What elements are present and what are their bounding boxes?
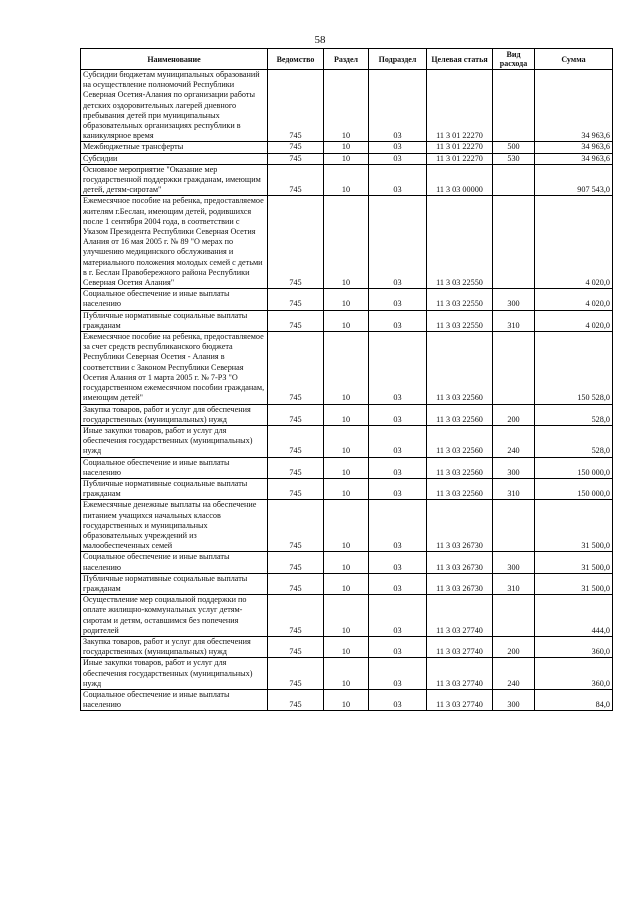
cell-section: 10 — [324, 310, 369, 331]
header-dept: Ведомство — [268, 49, 324, 70]
cell-section: 10 — [324, 70, 369, 142]
cell-article: 11 3 03 27740 — [427, 595, 493, 637]
table-row — [81, 332, 613, 404]
page-number: 58 — [314, 34, 326, 46]
cell-article: 11 3 03 22560 — [427, 404, 493, 425]
cell-kind — [493, 196, 535, 289]
table-row — [81, 573, 613, 594]
cell-article: 11 3 03 27740 — [427, 658, 493, 690]
cell-kind: 310 — [493, 478, 535, 499]
cell-section: 10 — [324, 500, 369, 552]
cell-kind: 240 — [493, 658, 535, 690]
cell-dept: 745 — [268, 500, 324, 552]
cell-section: 10 — [324, 164, 369, 196]
cell-subsection: 03 — [369, 164, 427, 196]
cell-subsection: 03 — [369, 196, 427, 289]
cell-name: Ежемесячное пособие на ребенка, предоставляемое за счет средств республиканского бюджета Республики Северная Осетия - Алания в соответствии с Законом Республики Северная Осетия Алания от 1 марта 2005 г. № 7-РЗ "О государственном ежемесячном пособии гражданам, имеющим детей" — [81, 332, 268, 404]
cell-section: 10 — [324, 689, 369, 710]
cell-section: 10 — [324, 153, 369, 164]
cell-subsection: 03 — [369, 70, 427, 142]
table-row — [81, 636, 613, 657]
cell-kind: 310 — [493, 310, 535, 331]
table-row — [81, 153, 613, 164]
cell-dept: 745 — [268, 636, 324, 657]
cell-section: 10 — [324, 142, 369, 153]
cell-name: Субсидии бюджетам муниципальных образований на осуществление полномочий Республики Северная Осетия-Алания по организации работы детских оздоровительных лагерей дневного пребывания детей при муниципальных образовательных организациях республики в каникулярное время — [81, 70, 268, 142]
cell-kind — [493, 70, 535, 142]
cell-subsection: 03 — [369, 478, 427, 499]
cell-kind — [493, 500, 535, 552]
cell-subsection: 03 — [369, 689, 427, 710]
cell-article: 11 3 01 22270 — [427, 70, 493, 142]
cell-dept: 745 — [268, 689, 324, 710]
cell-dept: 745 — [268, 457, 324, 478]
cell-article: 11 3 03 27740 — [427, 636, 493, 657]
cell-name: Иные закупки товаров, работ и услуг для обеспечения государственных (муниципальных) нужд — [81, 425, 268, 457]
cell-dept: 745 — [268, 332, 324, 404]
cell-section: 10 — [324, 552, 369, 573]
table-row — [81, 289, 613, 310]
cell-sum: 360,0 — [535, 658, 613, 690]
cell-kind: 310 — [493, 573, 535, 594]
cell-name: Публичные нормативные социальные выплаты гражданам — [81, 310, 268, 331]
cell-name: Осуществление мер социальной поддержки по оплате жилищно-коммунальных услуг детям-сиротам и детям, оставшимся без попечения родителей — [81, 595, 268, 637]
cell-kind: 300 — [493, 457, 535, 478]
cell-kind — [493, 595, 535, 637]
cell-article: 11 3 03 26730 — [427, 500, 493, 552]
cell-sum: 4 020,0 — [535, 196, 613, 289]
cell-name: Социальное обеспечение и иные выплаты населению — [81, 289, 268, 310]
table-row — [81, 552, 613, 573]
cell-sum: 31 500,0 — [535, 552, 613, 573]
cell-sum: 4 020,0 — [535, 289, 613, 310]
cell-kind: 300 — [493, 689, 535, 710]
cell-dept: 745 — [268, 70, 324, 142]
table-row — [81, 689, 613, 710]
cell-article: 11 3 03 22550 — [427, 310, 493, 331]
budget-table — [80, 48, 613, 711]
cell-dept: 745 — [268, 164, 324, 196]
cell-sum: 34 963,6 — [535, 153, 613, 164]
cell-sum: 528,0 — [535, 404, 613, 425]
cell-subsection: 03 — [369, 332, 427, 404]
table-row — [81, 500, 613, 552]
cell-sum: 34 963,6 — [535, 142, 613, 153]
cell-section: 10 — [324, 196, 369, 289]
cell-subsection: 03 — [369, 153, 427, 164]
cell-kind — [493, 332, 535, 404]
cell-subsection: 03 — [369, 636, 427, 657]
table-row — [81, 142, 613, 153]
cell-article: 11 3 03 00000 — [427, 164, 493, 196]
cell-sum: 528,0 — [535, 425, 613, 457]
header-subsection: Подраздел — [369, 49, 427, 70]
cell-article: 11 3 03 22560 — [427, 332, 493, 404]
cell-section: 10 — [324, 636, 369, 657]
cell-section: 10 — [324, 573, 369, 594]
cell-kind: 300 — [493, 289, 535, 310]
cell-kind: 200 — [493, 404, 535, 425]
cell-name: Межбюджетные трансферты — [81, 142, 268, 153]
cell-kind: 240 — [493, 425, 535, 457]
cell-kind: 500 — [493, 142, 535, 153]
cell-article: 11 3 03 26730 — [427, 552, 493, 573]
cell-dept: 745 — [268, 404, 324, 425]
cell-dept: 745 — [268, 425, 324, 457]
cell-section: 10 — [324, 425, 369, 457]
cell-sum: 444,0 — [535, 595, 613, 637]
cell-sum: 34 963,6 — [535, 70, 613, 142]
cell-sum: 907 543,0 — [535, 164, 613, 196]
cell-dept: 745 — [268, 595, 324, 637]
table-row — [81, 478, 613, 499]
cell-subsection: 03 — [369, 573, 427, 594]
cell-sum: 150 528,0 — [535, 332, 613, 404]
cell-section: 10 — [324, 478, 369, 499]
cell-article: 11 3 03 22550 — [427, 289, 493, 310]
cell-name: Ежемесячное пособие на ребенка, предоставляемое жителям г.Беслан, имеющим детей, родившихся после 1 сентября 2004 года, в соответствии с Указом Президента Республики Северная Осетия Алания от 16 мая 2005 г. № 89 "О мерах по улучшению медицинского обслуживания и материального положения молодых семей с детьми в г. Беслан Правобережного района Республики Северная Осетия Алания" — [81, 196, 268, 289]
cell-name: Публичные нормативные социальные выплаты гражданам — [81, 478, 268, 499]
cell-dept: 745 — [268, 310, 324, 331]
header-name: Наименование — [81, 49, 268, 70]
header-row — [81, 49, 613, 70]
cell-dept: 745 — [268, 573, 324, 594]
cell-name: Основное мероприятие "Оказание мер государственной поддержки гражданам, имеющим детей, детям-сиротам" — [81, 164, 268, 196]
cell-dept: 745 — [268, 658, 324, 690]
table-row — [81, 425, 613, 457]
cell-section: 10 — [324, 658, 369, 690]
table-row — [81, 70, 613, 142]
cell-sum: 4 020,0 — [535, 310, 613, 331]
cell-section: 10 — [324, 289, 369, 310]
cell-section: 10 — [324, 332, 369, 404]
table-row — [81, 658, 613, 690]
table-row — [81, 310, 613, 331]
cell-dept: 745 — [268, 142, 324, 153]
cell-dept: 745 — [268, 478, 324, 499]
cell-subsection: 03 — [369, 552, 427, 573]
cell-article: 11 3 01 22270 — [427, 153, 493, 164]
header-kind: Вид расхода — [493, 49, 535, 70]
cell-article: 11 3 03 22560 — [427, 425, 493, 457]
cell-sum: 150 000,0 — [535, 457, 613, 478]
cell-article: 11 3 03 22560 — [427, 457, 493, 478]
cell-section: 10 — [324, 595, 369, 637]
table-row — [81, 595, 613, 637]
header-section: Раздел — [324, 49, 369, 70]
cell-name: Иные закупки товаров, работ и услуг для обеспечения государственных (муниципальных) нужд — [81, 658, 268, 690]
cell-subsection: 03 — [369, 658, 427, 690]
cell-article: 11 3 03 22560 — [427, 478, 493, 499]
cell-subsection: 03 — [369, 457, 427, 478]
cell-article: 11 3 01 22270 — [427, 142, 493, 153]
cell-name: Субсидии — [81, 153, 268, 164]
cell-article: 11 3 03 26730 — [427, 573, 493, 594]
cell-sum: 84,0 — [535, 689, 613, 710]
cell-dept: 745 — [268, 153, 324, 164]
cell-name: Закупка товаров, работ и услуг для обеспечения государственных (муниципальных) нужд — [81, 404, 268, 425]
header-sum: Сумма — [535, 49, 613, 70]
cell-sum: 31 500,0 — [535, 573, 613, 594]
cell-name: Социальное обеспечение и иные выплаты населению — [81, 457, 268, 478]
cell-section: 10 — [324, 404, 369, 425]
cell-subsection: 03 — [369, 142, 427, 153]
cell-subsection: 03 — [369, 289, 427, 310]
table-row — [81, 196, 613, 289]
cell-dept: 745 — [268, 196, 324, 289]
cell-name: Ежемесячные денежные выплаты на обеспечение питанием учащихся начальных классов государственных и муниципальных образовательных учреждений из малообеспеченных семей — [81, 500, 268, 552]
cell-sum: 360,0 — [535, 636, 613, 657]
cell-subsection: 03 — [369, 500, 427, 552]
cell-kind: 200 — [493, 636, 535, 657]
cell-kind — [493, 164, 535, 196]
cell-subsection: 03 — [369, 595, 427, 637]
cell-section: 10 — [324, 457, 369, 478]
cell-sum: 150 000,0 — [535, 478, 613, 499]
table-row — [81, 404, 613, 425]
cell-kind: 300 — [493, 552, 535, 573]
cell-dept: 745 — [268, 289, 324, 310]
cell-article: 11 3 03 22550 — [427, 196, 493, 289]
cell-name: Закупка товаров, работ и услуг для обеспечения государственных (муниципальных) нужд — [81, 636, 268, 657]
table-row — [81, 164, 613, 196]
cell-article: 11 3 03 27740 — [427, 689, 493, 710]
cell-name: Публичные нормативные социальные выплаты гражданам — [81, 573, 268, 594]
cell-subsection: 03 — [369, 404, 427, 425]
cell-name: Социальное обеспечение и иные выплаты населению — [81, 689, 268, 710]
cell-subsection: 03 — [369, 425, 427, 457]
cell-kind: 530 — [493, 153, 535, 164]
table-row — [81, 457, 613, 478]
cell-name: Социальное обеспечение и иные выплаты населению — [81, 552, 268, 573]
header-article: Целевая статья — [427, 49, 493, 70]
cell-sum: 31 500,0 — [535, 500, 613, 552]
cell-dept: 745 — [268, 552, 324, 573]
cell-subsection: 03 — [369, 310, 427, 331]
